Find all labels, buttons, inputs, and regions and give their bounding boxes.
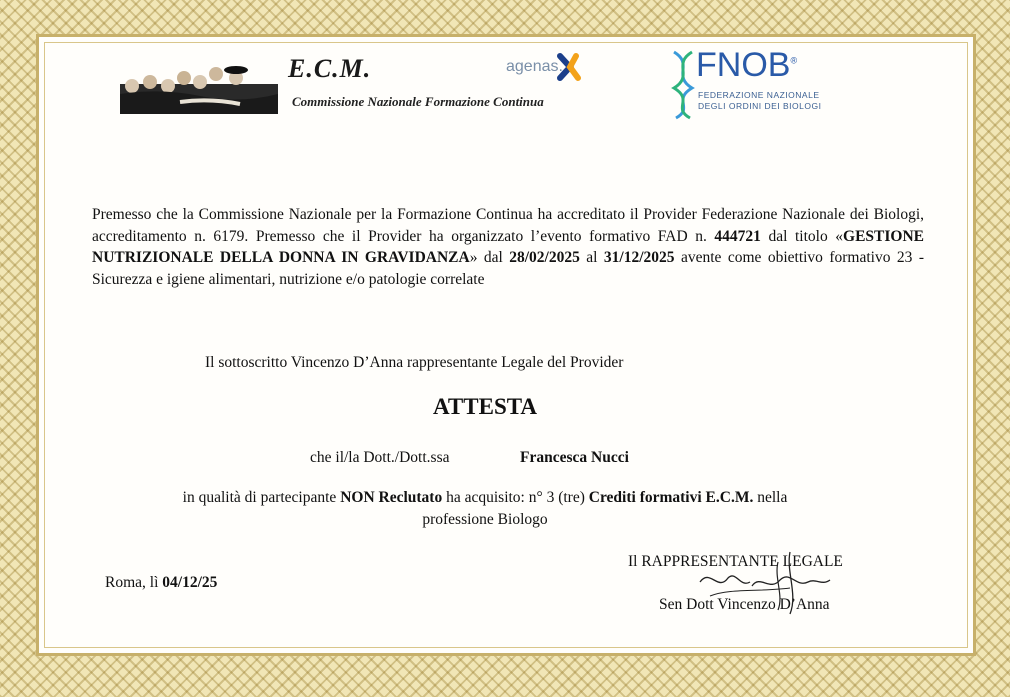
event-title: GESTIONE NUTRIZIONALE DELLA DONNA IN GRAVIDANZA (92, 227, 925, 266)
date-from: 28/02/2025 (509, 249, 580, 266)
fnob-subtitle-line1: FEDERAZIONE NAZIONALE (698, 90, 820, 100)
signer-statement: Il sottoscritto Vincenzo D’Anna rappresentante Legale del Provider (205, 354, 624, 371)
agenas-logo-icon (552, 52, 584, 82)
ecm-subtitle: Commissione Nazionale Formazione Continua (292, 94, 544, 109)
credits-statement: in qualità di partecipante NON Reclutato ha acquisito: n° 3 (tre) Crediti formativi E.C.M. nella (182, 489, 788, 506)
participant-name: Francesca Nucci (520, 449, 629, 466)
certificate-header (120, 46, 840, 126)
fnob-logo (670, 46, 850, 126)
agenas-logo-text: agenas. (506, 58, 563, 75)
profession-line: professione Biologo (422, 511, 548, 528)
place-date: Roma, lì 04/12/25 (105, 574, 218, 591)
dna-helix-icon (670, 50, 696, 120)
legal-rep-title: Il RAPPRESENTANTE LEGALE (628, 553, 843, 570)
ecm-title: E.C.M. (288, 54, 372, 83)
event-number: 444721 (714, 227, 761, 245)
participant-label: che il/la Dott./Dott.ssa (310, 449, 450, 466)
legal-rep-name: Sen Dott Vincenzo D’Anna (659, 596, 830, 613)
date-to: 31/12/2025 (603, 249, 675, 266)
issue-date: 04/12/25 (162, 574, 218, 591)
handwritten-signature (640, 548, 870, 618)
fnob-subtitle-line2: DEGLI ORDINI DEI BIOLOGI (698, 101, 822, 111)
attesta-heading: ATTESTA (433, 394, 537, 419)
fnob-title: FNOB® (696, 46, 798, 84)
premise-paragraph: Premesso che la Commissione Nazionale per la Formazione Continua ha accreditato il Provider Federazione Nazionale dei Biologi, accreditamento n. 6179. Premesso che il Provider ha organizzato l’evento formativo FAD n. 444721 dal titolo «GESTIONE NUTRIZIONALE DELLA DONNA IN GRAVIDANZA» dal 28/02/2025 al 31/12/2025 avente come obiettivo formativo 23 - Sicurezza e igiene alimentari, nutrizione e/o patologie correlate (92, 206, 925, 288)
anatomy-lesson-logo-image (120, 64, 278, 114)
